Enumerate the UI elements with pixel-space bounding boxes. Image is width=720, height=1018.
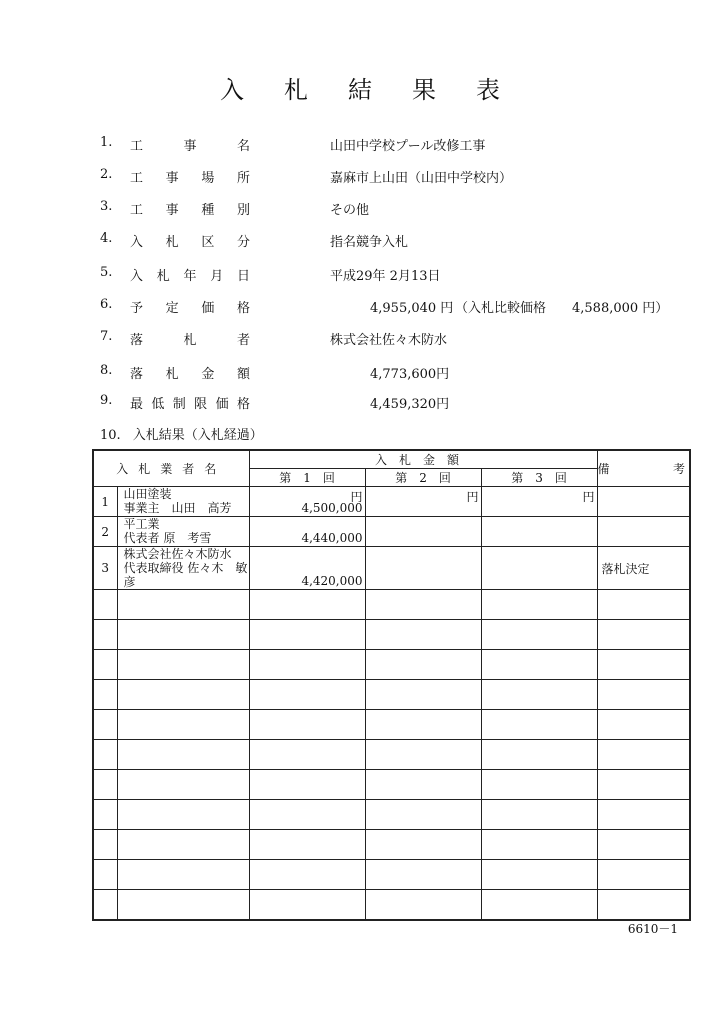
bid-amount-round-3 (481, 487, 597, 517)
item-label-char: 価 (201, 301, 215, 316)
header-remarks-a: 備 (597, 462, 610, 476)
remarks-cell (597, 487, 690, 517)
header-round-1: 第 1 回 (249, 469, 365, 487)
bid-amount-round-2 (365, 680, 481, 710)
item-value: 4,773,600円 (370, 367, 450, 382)
row-number (93, 770, 117, 800)
item-num: 8. (100, 363, 113, 378)
table-row (93, 800, 690, 830)
table-row (93, 860, 690, 890)
row-number (93, 680, 117, 710)
page-number: 6610－1 (627, 922, 678, 936)
item-9 (100, 393, 700, 413)
item-label-char: 札 (165, 367, 179, 382)
table-row (93, 620, 690, 650)
item-7 (100, 329, 700, 349)
table-row (93, 547, 690, 590)
item-label-char: 最 (130, 397, 144, 412)
item-label-char: 事 (183, 139, 197, 154)
bid-amount-round-3 (481, 890, 597, 921)
remarks-cell (597, 800, 690, 830)
bidder-cell (117, 620, 249, 650)
bid-amount-round-2 (365, 650, 481, 680)
item-num: 3. (100, 199, 113, 214)
item-label-char: 入 (130, 269, 144, 284)
table-row (93, 680, 690, 710)
row-number (93, 830, 117, 860)
bid-amount-round-2 (365, 860, 481, 890)
item-label (130, 393, 250, 412)
bid-amount-round-2 (365, 487, 481, 517)
header-remarks-b: 考 (673, 462, 686, 476)
bid-amount-round-3 (481, 650, 597, 680)
item-value: 4,459,320円 (370, 397, 450, 412)
item-label-char: 年 (183, 269, 197, 284)
bid-amount-value: 4,500,000 (301, 501, 363, 515)
table-row (93, 590, 690, 620)
item-num: 7. (100, 329, 113, 344)
item-label-char: 工 (130, 139, 144, 154)
header-round-3: 第 3 回 (481, 469, 597, 487)
item-label-char: 工 (130, 171, 144, 186)
bid-amount-round-2 (365, 620, 481, 650)
item-value: 平成29年 2月13日 (330, 269, 441, 284)
item-label-char: 格 (236, 397, 250, 412)
table-row (93, 710, 690, 740)
item-label-char: 札 (165, 235, 179, 250)
item-label (130, 199, 250, 218)
bid-amount-round-3 (481, 590, 597, 620)
row-number (93, 590, 117, 620)
remarks-cell (597, 890, 690, 921)
bidder-name: 平工業 (123, 517, 160, 531)
item-4 (100, 231, 700, 251)
item-label-char: 制 (172, 397, 186, 412)
item-10-num: 10. (100, 428, 121, 443)
bid-amount-round-1 (249, 740, 365, 770)
item-label-char: 日 (236, 269, 250, 284)
bid-amount-round-1 (249, 547, 365, 590)
bid-amount-round-3 (481, 800, 597, 830)
bid-amount-round-3 (481, 680, 597, 710)
bidder-representative: 代表者 原 考雪 (123, 531, 212, 545)
row-number: 3 (93, 547, 117, 590)
table-row (93, 517, 690, 547)
remarks-cell (597, 517, 690, 547)
item-label (130, 167, 250, 186)
bid-amount-round-3 (481, 860, 597, 890)
table-row (93, 650, 690, 680)
row-number (93, 890, 117, 921)
item-1 (100, 135, 700, 155)
item-10 (100, 424, 275, 443)
bidder-cell (117, 860, 249, 890)
bidder-cell (117, 710, 249, 740)
item-label (130, 135, 250, 154)
bid-amount-value: 4,440,000 (301, 531, 363, 545)
item-label-char: 価 (215, 397, 229, 412)
item-label-char: 入 (130, 235, 144, 250)
item-label-char: 区 (201, 235, 215, 250)
bid-amount-round-1 (249, 487, 365, 517)
bid-amount-round-2 (365, 830, 481, 860)
bid-amount-round-2 (365, 800, 481, 830)
bid-amount-round-1 (249, 650, 365, 680)
item-label-char: 定 (165, 301, 179, 316)
item-value-comparison: （入札比較価格 4,588,000 円） (455, 301, 669, 316)
header-round-2: 第 2 回 (365, 469, 481, 487)
item-label-char: 種 (201, 203, 215, 218)
item-label-char: 所 (236, 171, 250, 186)
item-label-char: 者 (236, 333, 250, 348)
bidder-cell (117, 547, 249, 590)
bid-amount-round-3 (481, 517, 597, 547)
item-label (130, 363, 250, 382)
bidder-name: 山田塗装 (123, 487, 172, 501)
bid-amount-round-3 (481, 547, 597, 590)
bid-amount-value: 4,420,000 (301, 574, 363, 588)
item-label-char: 落 (130, 333, 144, 348)
item-label-char: 札 (183, 333, 197, 348)
item-num: 4. (100, 231, 113, 246)
row-number (93, 740, 117, 770)
table-row (93, 487, 690, 517)
bid-amount-round-2 (365, 890, 481, 921)
bidder-representative: 事業主 山田 高芳 (123, 501, 232, 515)
item-label-char: 月 (210, 269, 224, 284)
bid-amount-round-1 (249, 590, 365, 620)
bid-amount-round-2 (365, 547, 481, 590)
row-number: 2 (93, 517, 117, 547)
bid-amount-round-1 (249, 800, 365, 830)
remarks-cell (597, 680, 690, 710)
item-label-char: 場 (201, 171, 215, 186)
yen-unit: 円 (466, 490, 479, 504)
item-value: 嘉麻市上山田（山田中学校内） (330, 171, 513, 186)
bidder-cell (117, 650, 249, 680)
bidder-cell (117, 590, 249, 620)
bid-amount-round-3 (481, 770, 597, 800)
page-title: 入札結果表 (220, 76, 540, 104)
remarks-cell (597, 650, 690, 680)
item-label-char: 金 (201, 367, 215, 382)
item-value: 4,955,040 円 (370, 301, 454, 316)
row-number (93, 800, 117, 830)
bid-amount-round-3 (481, 740, 597, 770)
item-num: 1. (100, 135, 113, 150)
item-value: 指名競争入札 (330, 235, 409, 250)
bid-amount-round-1 (249, 680, 365, 710)
bidder-cell (117, 830, 249, 860)
table-row (93, 740, 690, 770)
item-label (130, 265, 250, 284)
item-label-char: 札 (156, 269, 170, 284)
row-number: 1 (93, 487, 117, 517)
bid-amount-round-2 (365, 590, 481, 620)
bid-amount-round-3 (481, 620, 597, 650)
header-bid-amount: 入札金額 (249, 450, 597, 469)
bid-amount-round-2 (365, 770, 481, 800)
bidder-name: 株式会社佐々木防水 (123, 547, 232, 561)
remarks-cell (597, 620, 690, 650)
item-label (130, 231, 250, 250)
table-row (93, 890, 690, 921)
bid-amount-round-1 (249, 710, 365, 740)
bid-amount-round-1 (249, 860, 365, 890)
bidder-cell (117, 740, 249, 770)
item-label-char: 名 (236, 139, 250, 154)
item-label-char: 予 (130, 301, 144, 316)
remarks-cell (597, 710, 690, 740)
remarks-cell (597, 860, 690, 890)
bidder-cell (117, 680, 249, 710)
bid-results-table (92, 449, 691, 921)
remarks-cell: 落札決定 (597, 547, 690, 590)
item-label-char: 分 (236, 235, 250, 250)
bid-amount-round-1 (249, 620, 365, 650)
item-5 (100, 265, 700, 285)
item-label-char: 事 (165, 203, 179, 218)
item-label-char: 限 (194, 397, 208, 412)
item-num: 6. (100, 297, 113, 312)
item-label-char: 額 (236, 367, 250, 382)
bidder-cell (117, 800, 249, 830)
row-number (93, 620, 117, 650)
item-label-char: 工 (130, 203, 144, 218)
item-num: 2. (100, 167, 113, 182)
bid-amount-round-1 (249, 890, 365, 921)
item-label-char: 事 (165, 171, 179, 186)
bid-amount-round-1 (249, 517, 365, 547)
bidder-cell (117, 517, 249, 547)
header-remarks (597, 450, 690, 487)
item-value: 山田中学校プール改修工事 (330, 139, 486, 154)
bid-amount-round-3 (481, 710, 597, 740)
item-label-char: 別 (236, 203, 250, 218)
item-label-char: 格 (236, 301, 250, 316)
item-6 (100, 297, 700, 317)
bidder-cell (117, 487, 249, 517)
table-row (93, 770, 690, 800)
bid-amount-round-1 (249, 830, 365, 860)
item-label (130, 329, 250, 348)
table-row (93, 830, 690, 860)
yen-unit: 円 (350, 490, 363, 504)
bid-amount-round-3 (481, 830, 597, 860)
bidder-cell (117, 770, 249, 800)
item-8 (100, 363, 700, 383)
bid-amount-round-2 (365, 517, 481, 547)
item-3 (100, 199, 700, 219)
item-label-char: 低 (151, 397, 165, 412)
item-value: 株式会社佐々木防水 (330, 333, 448, 348)
yen-unit: 円 (582, 490, 595, 504)
bidder-cell (117, 890, 249, 921)
remarks-cell (597, 590, 690, 620)
remarks-cell (597, 740, 690, 770)
item-10-label: 入札結果（入札経過） (132, 428, 263, 443)
item-label-char: 落 (130, 367, 144, 382)
bidder-representative: 代表取締役 佐々木 敏彦 (123, 561, 248, 589)
item-2 (100, 167, 700, 187)
row-number (93, 710, 117, 740)
header-bidder-name: 入札業者名 (93, 450, 249, 487)
bid-amount-round-2 (365, 710, 481, 740)
item-num: 5. (100, 265, 113, 280)
bid-amount-round-2 (365, 740, 481, 770)
bid-amount-round-1 (249, 770, 365, 800)
remarks-cell (597, 770, 690, 800)
row-number (93, 650, 117, 680)
remarks-cell (597, 830, 690, 860)
item-num: 9. (100, 393, 113, 408)
item-value: その他 (330, 203, 370, 218)
item-label (130, 297, 250, 316)
row-number (93, 860, 117, 890)
